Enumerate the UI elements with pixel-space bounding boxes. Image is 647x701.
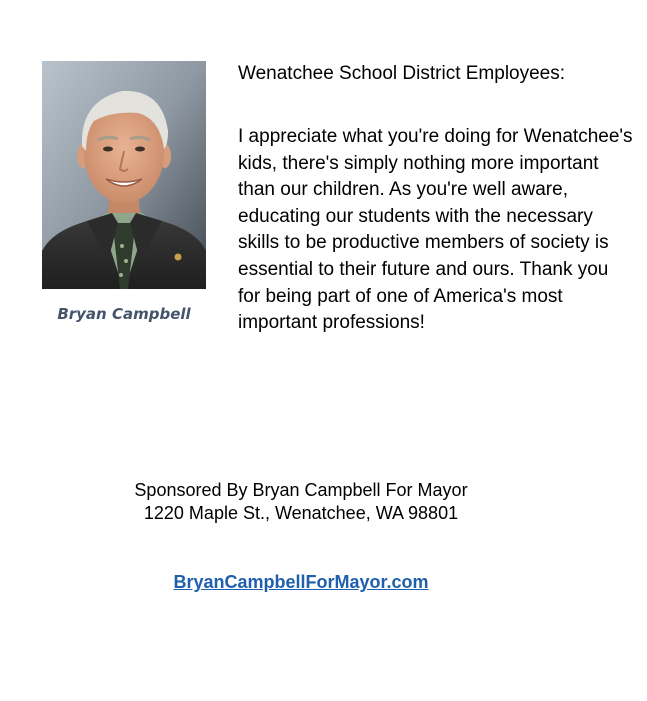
website-link[interactable]: BryanCampbellForMayor.com <box>173 572 429 592</box>
sponsor-address: 1220 Maple St., Wenatchee, WA 98801 <box>143 503 459 523</box>
letter-body: I appreciate what you're doing for Wenatchee's kids, there's simply nothing more important than our children. As you're well aware, educating our students with the necessary skills to be productive members of society is essential to their future and ours. Thank you for being part of one of America's most important professions! <box>238 126 633 334</box>
letter-salutation: Wenatchee School District Employees: <box>238 63 566 84</box>
sponsor-block <box>80 479 522 525</box>
sponsor-line: Sponsored By Bryan Campbell For Mayor <box>134 480 468 500</box>
photo-caption: Bryan Campbell <box>57 305 191 323</box>
candidate-portrait-photo <box>42 61 206 289</box>
website-block <box>80 571 522 594</box>
